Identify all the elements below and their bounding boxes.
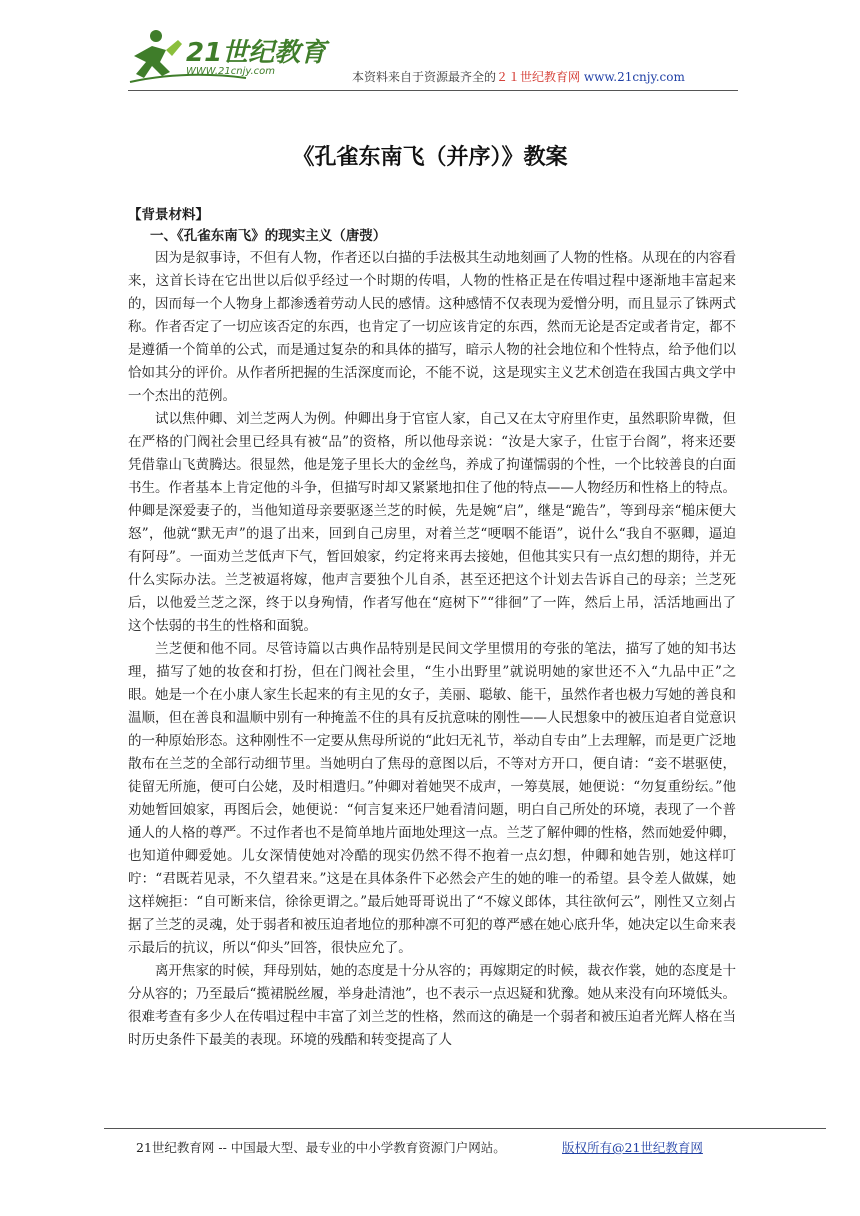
site-logo[interactable] [126,26,336,88]
paragraph: 兰芝便和他不同。尽管诗篇以古典作品特别是民间文学里惯用的夸张的笔法，描写了她的知书达理，描写了她的妆奁和打扮，但在门阀社会里，“生小出野里”就说明她的家世还不入“九品中正”之眼。她是一个在小康人家生长起来的有主见的女子，美丽、聪敏、能干，虽然作者也极力写她的善良和温顺，但在善良和温顺中别有一种掩盖不住的具有反抗意味的刚性——人民想象中的被压迫者自觉意识的一种原始形态。这种刚性不一定要从焦母所说的“此妇无礼节，举动自专由”上去理解，而是更广泛地散布在兰芝的全部行动细节里。当她明白了焦母的意图以后，不等对方开口，便自请：“妾不堪驱使，徒留无所施，便可白公姥，及时相遣归。”仲卿对着她哭不成声，一筹莫展，她便说：“勿复重纷纭。”他劝她暂回娘家，再图后会，她便说：“何言复来还尸她看清问题，明白自己所处的环境，表现了一个普通人的人格的尊严。不过作者也不是简单地片面地处理这一点。兰芝了解仲卿的性格，然而她爱仲卿，也知道仲卿爱她。儿女深情使她对冷酷的现实仍然不得不抱着一点幻想，仲卿和她告别，她这样叮咛：“君既若见录，不久望君来。”这是在具体条件下必然会产生的她的唯一的希望。县令差人做媒，她这样婉拒：“自可断来信，徐徐更谓之。”最后她哥哥说出了“不嫁义郎体，其往欲何云”，刚性又立刻占据了兰芝的灵魂，处于弱者和被压迫者地位的那种凛不可犯的尊严感在她心底升华，她决定以生命来表示最后的抗议，所以“仰头”回答，很快应允了。 [128,641,736,956]
source-prefix: 本资料来自于资源最齐全的 [352,70,497,84]
paragraph: 因为是叙事诗，不但有人物，作者还以白描的手法极其生动地刻画了人物的性格。从现在的内容看来，这首长诗在它出世以后似乎经过一个时期的传唱，人物的性格正是在传唱过程中逐渐地丰富起来的，因而每一个人物身上都渗透着劳动人民的感情。这种感情不仅表现为爱憎分明，而且显示了铢两式称。作者否定了一切应该否定的东西，也肯定了一切应该肯定的东西，然而无论是否定或者肯定，都不是遵循一个简单的公式，而是通过复杂的和具体的描写，暗示人物的社会地位和个性特点，给予他们以恰如其分的评价。从作者所把握的生活深度而论，不能不说，这是现实主义艺术创造在我国古典文学中一个杰出的范例。 [128,250,736,404]
header-divider [128,90,738,91]
article-body [128,247,736,1052]
source-url-link[interactable]: www.21cnjy.com [583,70,685,84]
footer-text: 21世纪教育网 -- 中国最大型、最专业的中小学教育资源门户网站。 [136,1140,506,1155]
source-note [352,68,685,85]
paragraph: 离开焦家的时候，拜母别姑，她的态度是十分从容的；再嫁期定的时候，裁衣作裳，她的态度是十分从容的；乃至最后“揽裙脱丝履，举身赴清池”，也不表示一点迟疑和犹豫。她从来没有向环境低头。很难考查有多少人在传唱过程中丰富了刘兰芝的性格，然而这的确是一个弱者和被压迫者光辉人格在当时历史条件下最美的表现。环境的残酷和转变提高了人 [128,963,736,1048]
page-title: 《孔雀东南飞（并序）》教案 [292,145,568,170]
subheading: 一、《孔雀东南飞》的现实主义（唐弢） [150,228,387,244]
copyright-link[interactable]: 版权所有@21世纪教育网 [562,1140,703,1155]
page-header [0,0,860,100]
logo-url: WWW.21cnjy.com [186,66,276,77]
source-site-name[interactable]: ２１世纪教育网 [496,70,581,84]
paragraph: 试以焦仲卿、刘兰芝两人为例。仲卿出身于官宦人家，自己又在太守府里作吏，虽然职阶卑微，但在严格的门阀社会里已经具有被“品”的资格，所以他母亲说：“汝是大家子，仕宦于台阁”，将来还要凭借靠山飞黄腾达。很显然，他是笼子里长大的金丝鸟，养成了拘谨懦弱的个性，一个比较善良的白面书生。作者基本上肯定他的斗争，但描写时却又紧紧地扣住了他的特点——人物经历和性格上的特点。仲卿是深爱妻子的，当他知道母亲要驱逐兰芝的时候，先是婉“启”，继是“跪告”，等到母亲“槌床便大怒”，他就“默无声”的退了出来，回到自己房里，对着兰芝“哽咽不能语”，说什么“我自不驱卿，逼迫有阿母”。一面劝兰芝低声下气，暂回娘家，约定将来再去接她，但他其实只有一点幻想的期待，并无什么实际办法。兰芝被逼将嫁，他声言要独个儿自杀，甚至还把这个计划去告诉自己的母亲；兰芝死后，以他爱兰芝之深，终于以身殉情，作者写他在“庭树下”“徘徊”了一阵，然后上吊，活活地画出了这个怯弱的书生的性格和面貌。 [128,411,736,634]
logo-text: 21世纪教育 [186,38,327,68]
footer-divider [104,1128,826,1129]
section-label: 【背景材料】 [128,207,209,223]
